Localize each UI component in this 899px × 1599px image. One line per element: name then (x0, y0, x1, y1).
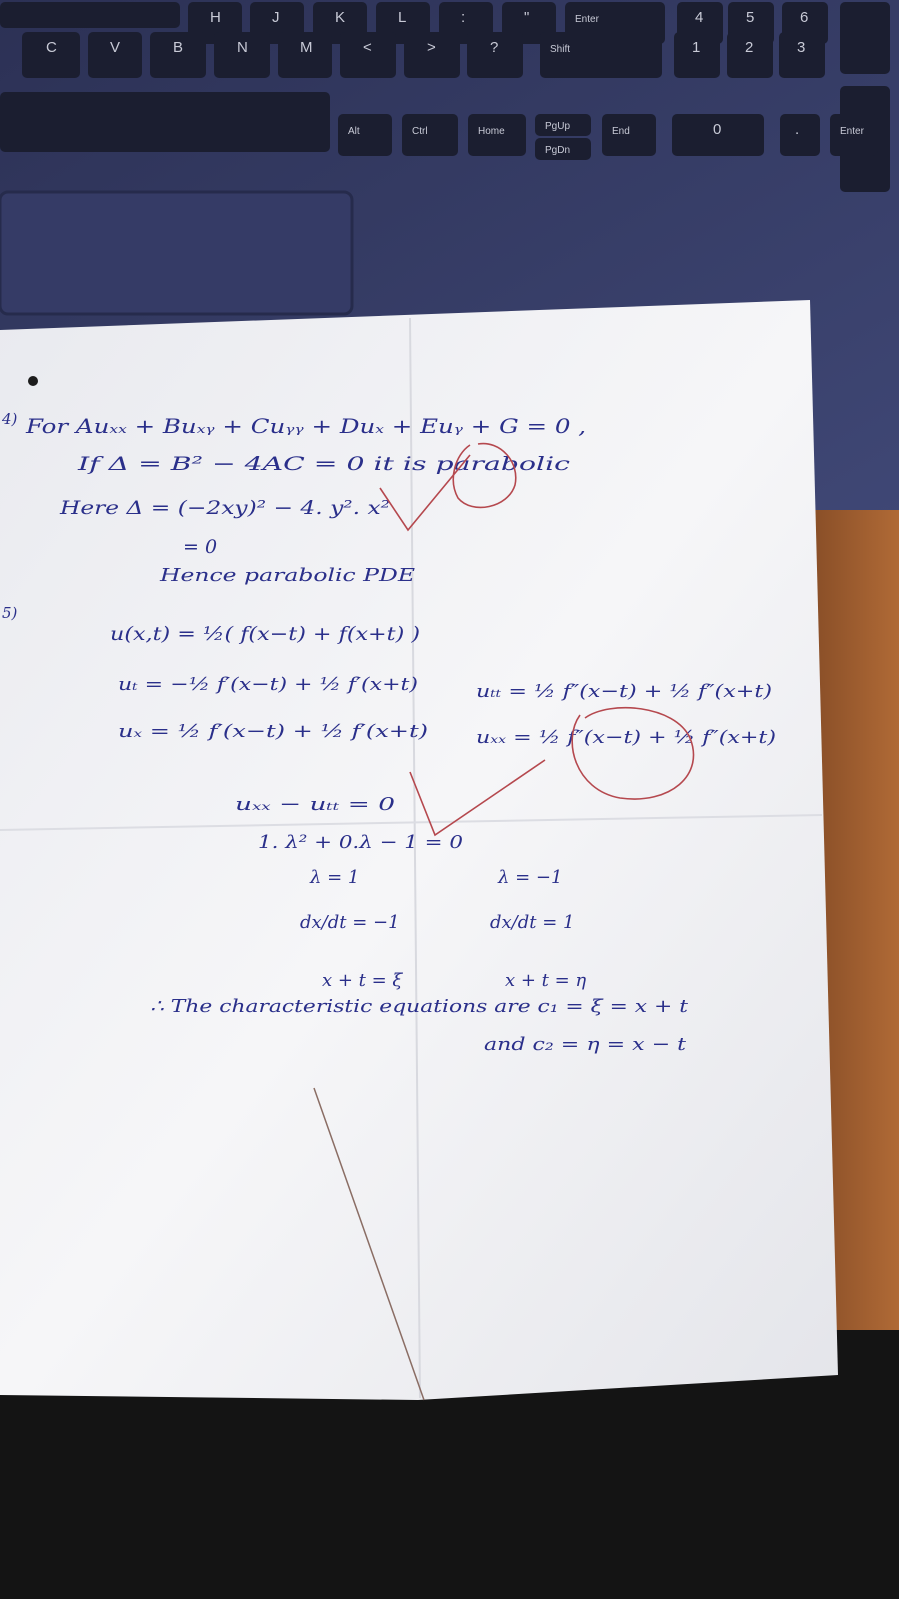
q2-line6a: λ = 1 (310, 867, 360, 888)
q2-line3b: uₓₓ = ½ f″(x−t) + ½ f″(x+t) (476, 727, 776, 748)
keyboard-key-label: B (173, 39, 184, 56)
keyboard-key-label: End (612, 126, 630, 137)
q2-label: 5) (2, 604, 18, 622)
q1-line3: Here Δ = (−2xy)² − 4. y². x² (58, 497, 390, 519)
q2-line2a: uₜ = −½ f′(x−t) + ½ f′(x+t) (118, 674, 418, 695)
keyboard-key-label: Ctrl (412, 126, 428, 137)
keyboard-key (338, 114, 392, 156)
keyboard-key-label: Alt (348, 126, 360, 137)
keyboard-key-blank (0, 92, 330, 152)
q2-line8a: x + t = ξ (322, 970, 403, 991)
q2-line5: 1. λ² + 0.λ − 1 = 0 (258, 832, 463, 853)
q1-line4: = 0 (183, 536, 218, 558)
q1-line2: If Δ = B² − 4AC = 0 it is parabolic (76, 453, 571, 475)
q2-line7b: dx/dt = 1 (490, 912, 575, 933)
keyboard-key-label: M (300, 39, 313, 56)
q2-line10: and c₂ = η = x − t (484, 1034, 687, 1055)
q2-line2b: uₜₜ = ½ f″(x−t) + ½ f″(x+t) (476, 681, 772, 702)
q2-line3a: uₓ = ½ f′(x−t) + ½ f′(x+t) (118, 721, 428, 742)
keyboard-key-blank (0, 2, 180, 28)
q2-line8b: x + t = η (505, 970, 587, 991)
keyboard-key-label: C (46, 39, 57, 56)
keyboard-key-label: K (335, 9, 346, 26)
touchpad (0, 192, 352, 314)
keyboard-key-label: 4 (695, 9, 704, 26)
q2-line7a: dx/dt = −1 (300, 912, 400, 933)
keyboard-key-label: . (795, 121, 800, 138)
keyboard-key-label: H (210, 9, 221, 26)
q2-line9: ∴ The characteristic equations are c₁ = ξ = x + t (150, 996, 689, 1017)
keyboard-key-label: 6 (800, 9, 809, 26)
keyboard-key-label: 2 (745, 39, 754, 56)
keyboard-key-label: > (427, 39, 436, 56)
keyboard-key-label: Enter (575, 14, 599, 25)
keyboard-key-label: PgDn (545, 145, 571, 156)
keyboard-key (402, 114, 458, 156)
keyboard-key-label: 5 (746, 9, 755, 26)
q2-line6b: λ = −1 (498, 867, 563, 888)
q2-line4: uₓₓ − uₜₜ = 0 (235, 794, 395, 815)
q1-line1: For Auₓₓ + Buₓᵧ + Cuᵧᵧ + Duₓ + Euᵧ + G = 0 , (24, 414, 587, 438)
keyboard-key-label: J (272, 9, 280, 26)
keyboard-key-label: < (363, 39, 372, 56)
keyboard-key-label: : (461, 9, 466, 26)
q1-line5: Hence parabolic PDE (158, 565, 416, 586)
keyboard-key-label: Shift (550, 44, 571, 55)
keyboard-key-label: ? (490, 39, 499, 56)
paper-punch-hole (28, 376, 38, 386)
keyboard-key-label: Home (478, 126, 505, 137)
keyboard-key (540, 32, 662, 78)
q1-label: 4) (2, 410, 18, 428)
q2-line1: u(x,t) = ½( f(x−t) + f(x+t) ) (110, 623, 420, 645)
keyboard-key-label: " (524, 9, 530, 26)
keyboard-key-label: V (110, 39, 121, 56)
keyboard-key (780, 114, 820, 156)
keyboard-key-label: Enter (840, 126, 864, 137)
keyboard-key-label: L (398, 9, 407, 26)
keyboard-key-label: 3 (797, 39, 806, 56)
keyboard-key-blank (840, 2, 890, 74)
keyboard-key-label: PgUp (545, 121, 571, 132)
keyboard-key-label: N (237, 39, 248, 56)
keyboard-key-label: 1 (692, 39, 701, 56)
keyboard-key-label: 0 (713, 121, 722, 138)
